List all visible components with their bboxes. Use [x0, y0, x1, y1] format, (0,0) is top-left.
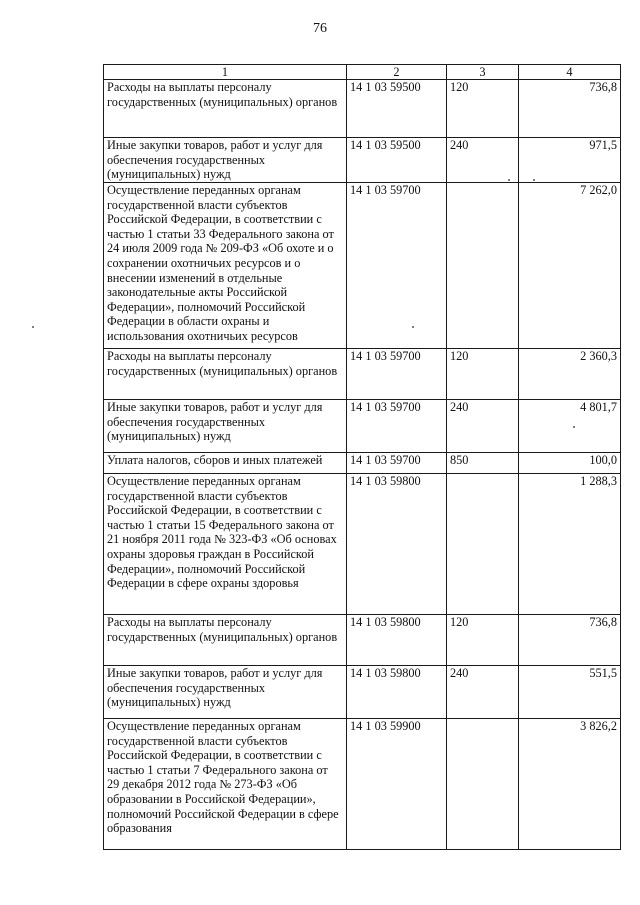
row-name: Иные закупки товаров, работ и услуг для обеспечения государственных (муниципальных) нужд — [104, 400, 347, 453]
table-row — [104, 474, 621, 615]
table-row — [104, 666, 621, 719]
row-code: 14 1 03 59700 — [347, 183, 447, 349]
row-name: Осуществление переданных органам государственной власти субъектов Российской Федерации, в соответствии с частью 1 статьи 15 Федерального закона от 21 ноября 2011 года № 323-ФЗ «Об основах охраны здоровья граждан в Российской Федерации», полномочий Российской Федерации в сфере охраны здоровья — [104, 474, 347, 615]
table-header-row — [104, 65, 621, 80]
column-header-3: 3 — [447, 65, 519, 80]
row-type: 240 — [447, 400, 519, 453]
table-row — [104, 138, 621, 183]
row-code: 14 1 03 59900 — [347, 719, 447, 850]
row-type — [447, 719, 519, 850]
scan-speck — [573, 426, 575, 428]
row-amount: 971,5 — [519, 138, 621, 183]
table-row — [104, 80, 621, 138]
table-row — [104, 400, 621, 453]
row-name: Иные закупки товаров, работ и услуг для обеспечения государственных (муниципальных) нужд — [104, 138, 347, 183]
row-amount: 736,8 — [519, 615, 621, 666]
row-code: 14 1 03 59500 — [347, 138, 447, 183]
row-amount: 736,8 — [519, 80, 621, 138]
row-code: 14 1 03 59700 — [347, 349, 447, 400]
row-code: 14 1 03 59800 — [347, 666, 447, 719]
row-type: 240 — [447, 666, 519, 719]
row-code: 14 1 03 59700 — [347, 453, 447, 474]
row-type — [447, 183, 519, 349]
budget-table — [103, 64, 621, 850]
row-name: Расходы на выплаты персоналу государственных (муниципальных) органов — [104, 615, 347, 666]
row-name: Расходы на выплаты персоналу государственных (муниципальных) органов — [104, 80, 347, 138]
page-number: 76 — [313, 21, 327, 36]
column-header-2: 2 — [347, 65, 447, 80]
row-type: 120 — [447, 615, 519, 666]
row-type: 850 — [447, 453, 519, 474]
row-amount: 1 288,3 — [519, 474, 621, 615]
row-amount: 4 801,7 — [519, 400, 621, 453]
table-row — [104, 453, 621, 474]
column-header-1: 1 — [104, 65, 347, 80]
scan-speck — [412, 326, 414, 328]
row-type: 120 — [447, 80, 519, 138]
row-name: Осуществление переданных органам государственной власти субъектов Российской Федерации, в соответствии с частью 1 статьи 7 Федерального закона от 29 декабря 2012 года № 273-ФЗ «Об образовании в Российской Федерации», полномочий Российской Федерации в сфере образования — [104, 719, 347, 850]
table-row — [104, 615, 621, 666]
scan-speck — [508, 179, 510, 181]
column-header-4: 4 — [519, 65, 621, 80]
row-name: Осуществление переданных органам государственной власти субъектов Российской Федерации, в соответствии с частью 1 статьи 33 Федерального закона от 24 июля 2009 года № 209-ФЗ «Об охоте и о сохранении охотничьих ресурсов и о внесении изменений в отдельные законодательные акты Российской Федерации», полномочий Российской Федерации в области охраны и использования охотничьих ресурсов — [104, 183, 347, 349]
row-name: Иные закупки товаров, работ и услуг для обеспечения государственных (муниципальных) нужд — [104, 666, 347, 719]
row-code: 14 1 03 59800 — [347, 474, 447, 615]
row-amount: 7 262,0 — [519, 183, 621, 349]
row-name: Уплата налогов, сборов и иных платежей — [104, 453, 347, 474]
row-name: Расходы на выплаты персоналу государственных (муниципальных) органов — [104, 349, 347, 400]
row-amount: 3 826,2 — [519, 719, 621, 850]
row-type — [447, 474, 519, 615]
row-code: 14 1 03 59500 — [347, 80, 447, 138]
row-code: 14 1 03 59700 — [347, 400, 447, 453]
scan-speck — [533, 179, 535, 181]
row-amount: 2 360,3 — [519, 349, 621, 400]
row-type: 240 — [447, 138, 519, 183]
row-amount: 100,0 — [519, 453, 621, 474]
row-type: 120 — [447, 349, 519, 400]
table-row — [104, 183, 621, 349]
row-code: 14 1 03 59800 — [347, 615, 447, 666]
table-row — [104, 719, 621, 850]
row-amount: 551,5 — [519, 666, 621, 719]
scan-speck — [32, 326, 34, 328]
table-row — [104, 349, 621, 400]
